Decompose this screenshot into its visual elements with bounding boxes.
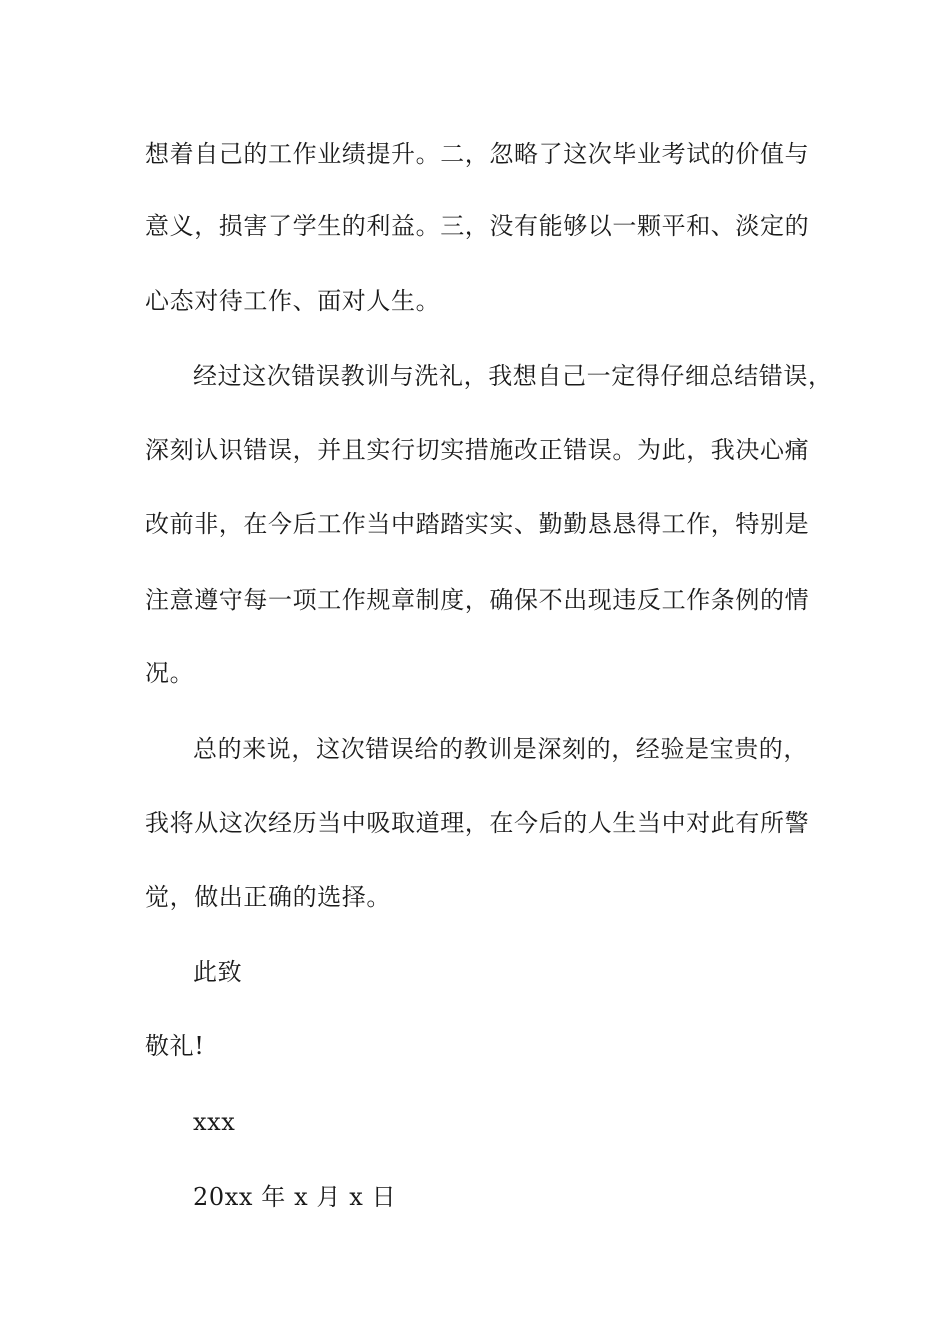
paragraph-line: 心态对待工作、面对人生。 — [145, 287, 441, 315]
signature-date: 20xx 年 x 月 x 日 — [193, 1183, 397, 1211]
paragraph-line: 意义，损害了学生的利益。三，没有能够以一颗平和、淡定的 — [145, 212, 810, 240]
signature-name: xxx — [193, 1108, 236, 1136]
paragraph-line: 况。 — [145, 659, 195, 687]
closing-salutation: 此致 — [193, 958, 243, 986]
paragraph-line: 改前非，在今后工作当中踏踏实实、勤勤恳恳得工作，特别是 — [145, 510, 810, 538]
paragraph-line: 我将从这次经历当中吸取道理，在今后的人生当中对此有所警 — [145, 809, 810, 837]
paragraph-line: 总的来说，这次错误给的教训是深刻的，经验是宝贵的， — [193, 735, 808, 763]
paragraph-line: 想着自己的工作业绩提升。二，忽略了这次毕业考试的价值与 — [145, 140, 810, 168]
paragraph-line: 觉，做出正确的选择。 — [145, 883, 391, 911]
paragraph-line: 经过这次错误教训与洗礼，我想自己一定得仔细总结错误， — [193, 362, 833, 390]
paragraph-line: 深刻认识错误，并且实行切实措施改正错误。为此，我决心痛 — [145, 436, 810, 464]
paragraph-line: 注意遵守每一项工作规章制度，确保不出现违反工作条例的情 — [145, 586, 810, 614]
closing-regards: 敬礼! — [145, 1032, 205, 1060]
